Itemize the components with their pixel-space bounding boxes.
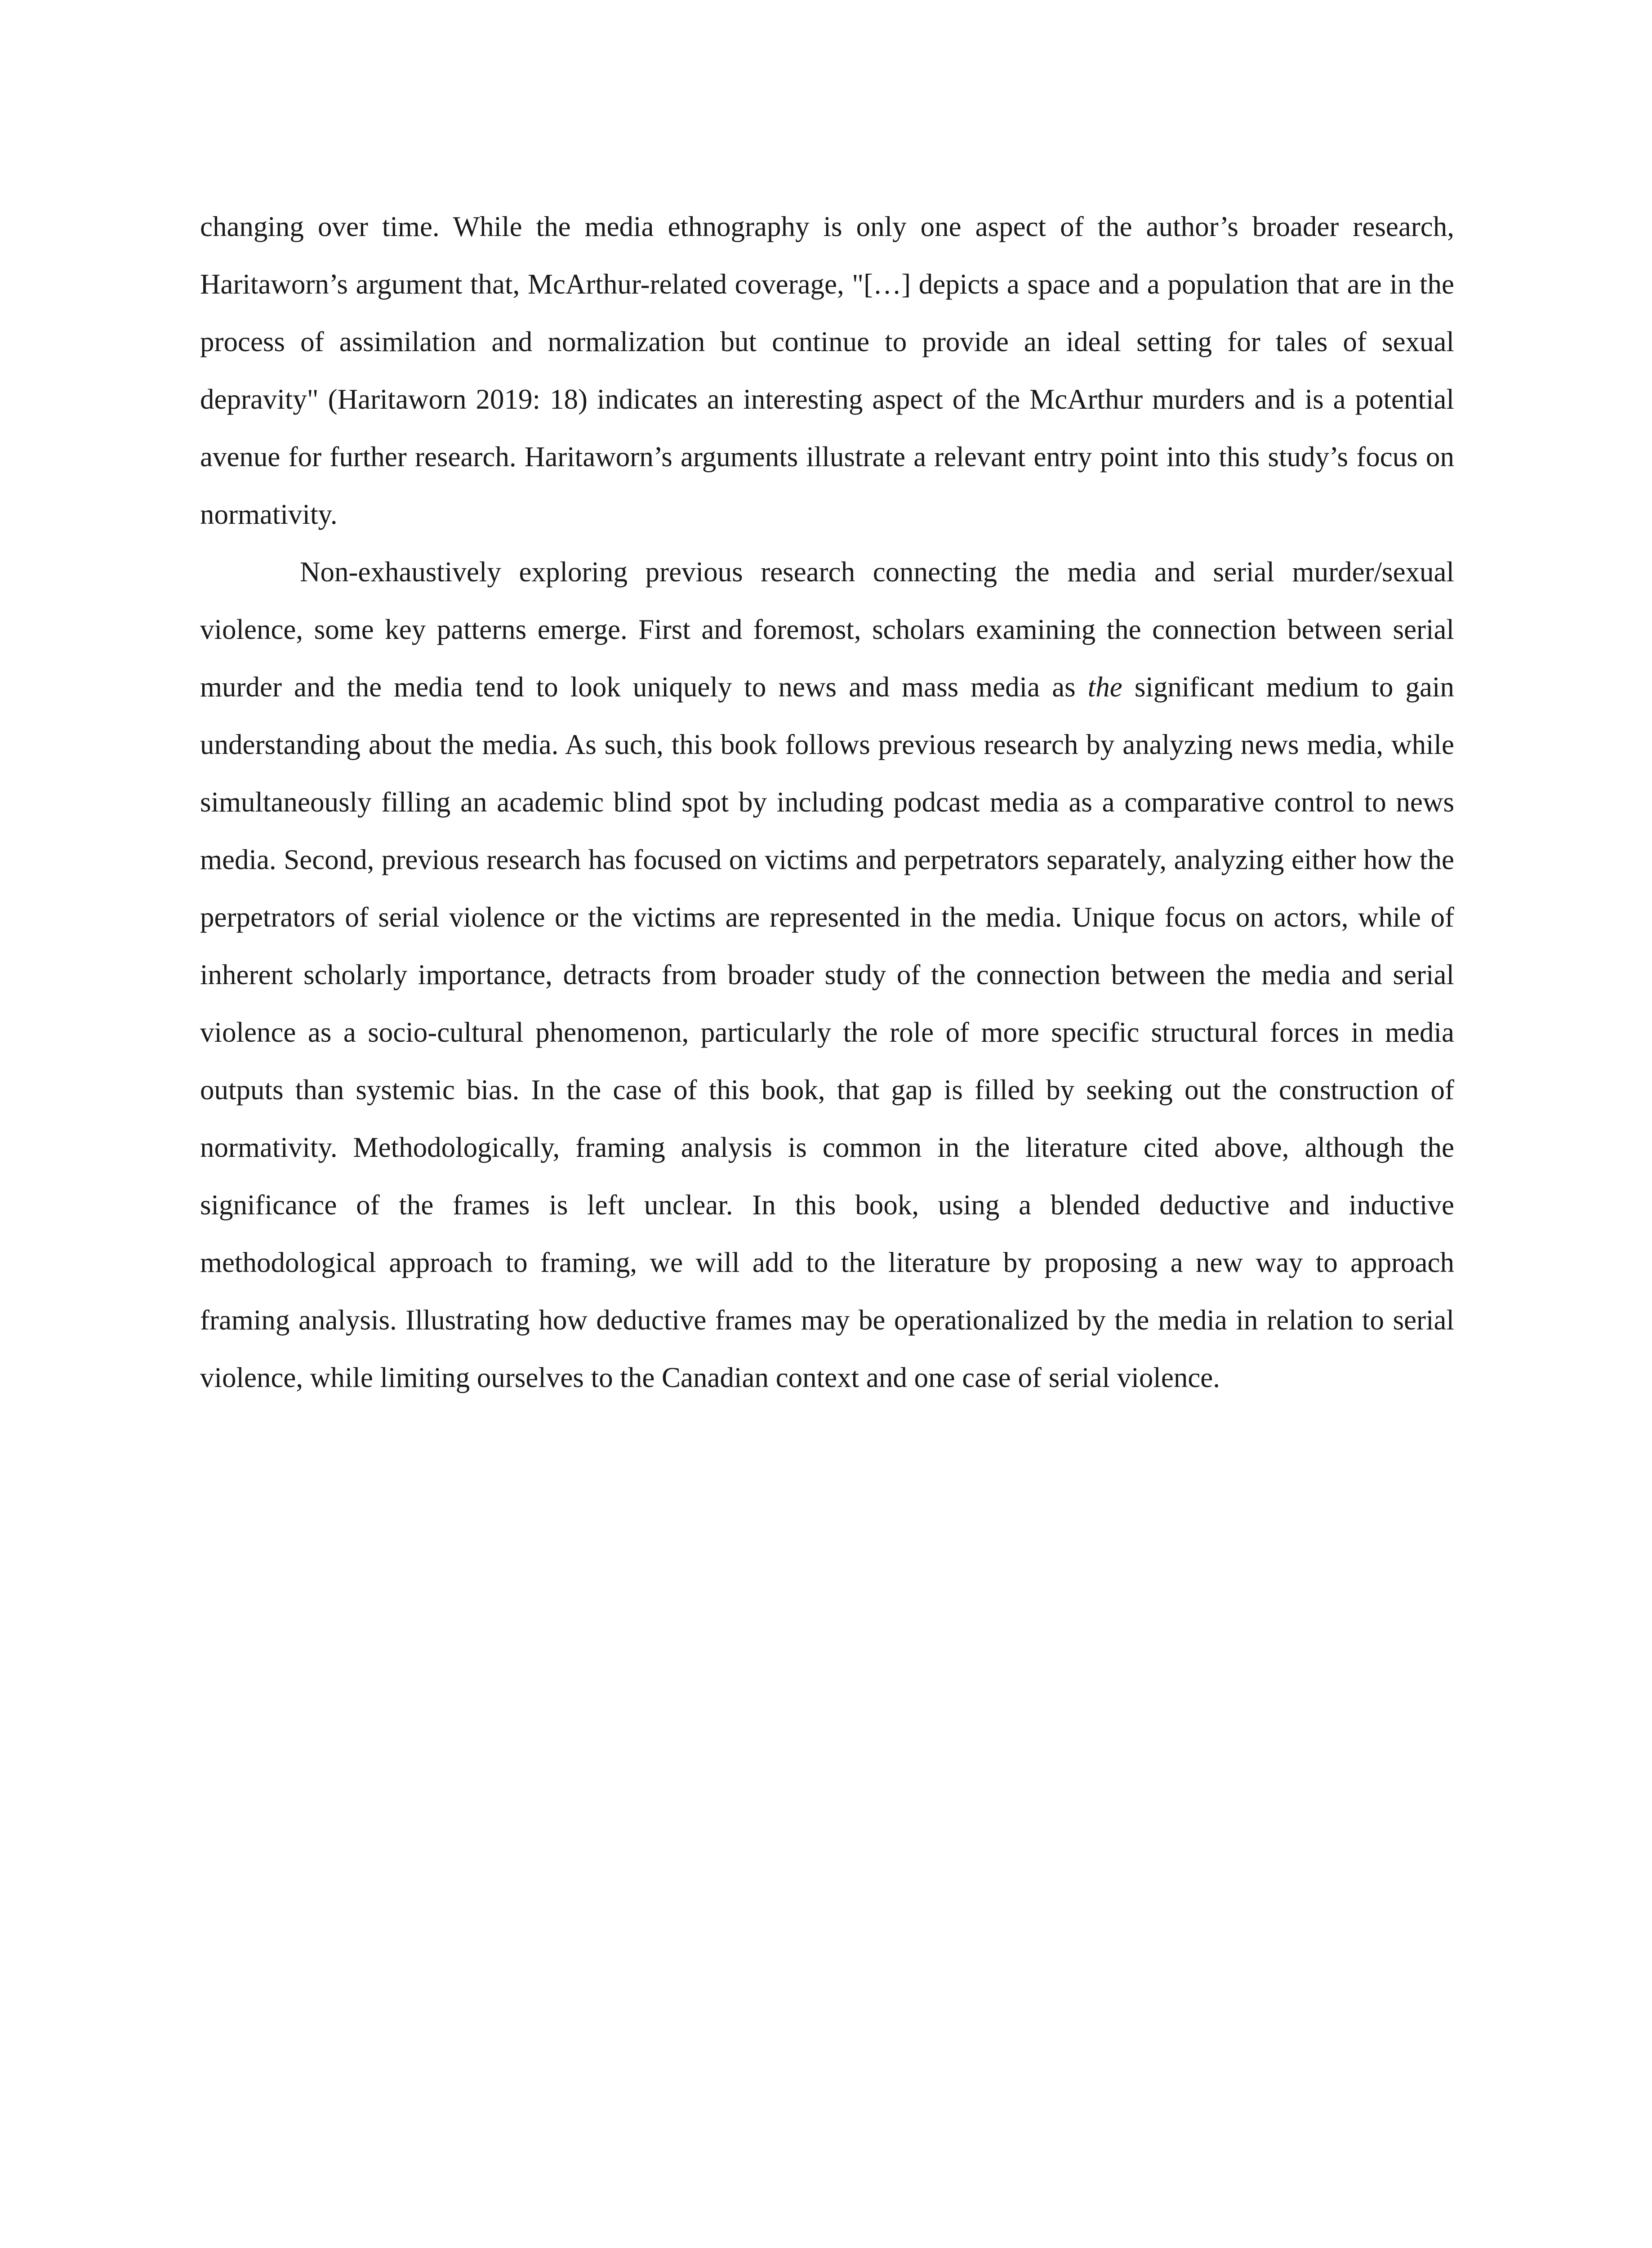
paragraph-2-text-a: Non-exhaustively exploring previous research connecting the media and serial murder/sexual violence, some key patterns emerge. First and foremost, scholars examining the connection between serial murder and the media tend to look uniquely to news and mass media as [200, 556, 1454, 703]
body-text [200, 198, 1454, 1406]
paragraph-2-text-b: significant medium to gain understanding about the media. As such, this book follows previous research by analyzing news media, while simultaneously filling an academic blind spot by including podcast media as a comparative control to news media. Second, previous research has focused on victims and perpetrators separately, analyzing either how the perpetrators of serial violence or the victims are represented in the media. Unique focus on actors, while of inherent scholarly importance, detracts from broader study of the connection between the media and serial violence as a socio-cultural phenomenon, particularly the role of more specific structural forces in media outputs than systemic bias. In the case of this book, that gap is filled by seeking out the construction of normativity. Methodologically, framing analysis is common in the literature cited above, although the significance of the frames is left unclear. In this book, using a blended deductive and inductive methodological approach to framing, we will add to the literature by proposing a new way to approach framing analysis. Illustrating how deductive frames may be operationalized by the media in relation to serial violence, while limiting ourselves to the Canadian context and one case of serial violence. [200, 671, 1454, 1393]
paragraph-1-text: changing over time. While the media ethnography is only one aspect of the author’s broader research, Haritaworn’s argument that, McArthur-related coverage, "[…] depicts a space and a population that are in the process of assimilation and normalization but continue to provide an ideal setting for tales of sexual depravity" (Haritaworn 2019: 18) indicates an interesting aspect of the McArthur murders and is a potential avenue for further research. Haritaworn’s arguments illustrate a relevant entry point into this study’s focus on normativity. [200, 211, 1454, 530]
paragraph-1 [200, 198, 1454, 543]
paragraph-2 [200, 543, 1454, 1406]
emphasis-the: the [1087, 671, 1122, 703]
